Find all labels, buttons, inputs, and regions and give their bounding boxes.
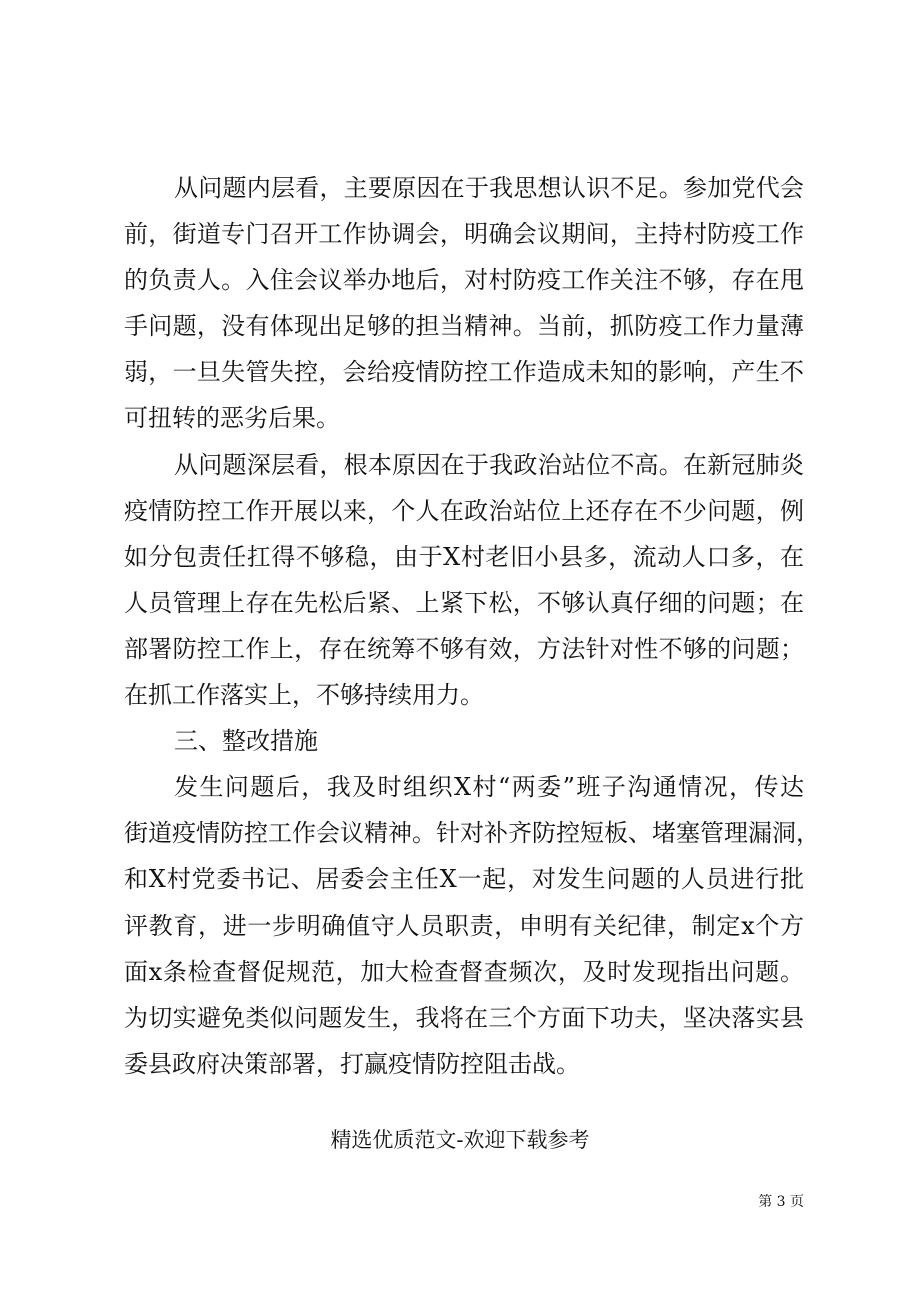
text-line: 为切实避免类似问题发生，我将在三个方面下功夫，坚决落实县 bbox=[124, 1003, 804, 1032]
document-body bbox=[124, 165, 820, 1087]
text-line: 前，街道专门召开工作协调会，明确会议期间，主持村防疫工作 bbox=[124, 220, 804, 249]
section-heading: 三、整改措施 bbox=[174, 727, 318, 756]
text-line: 部署防控工作上，存在统筹不够有效，方法针对性不够的问题； bbox=[124, 634, 804, 663]
text-line: 委县政府决策部署，打赢疫情防控阻击战。 bbox=[124, 1049, 580, 1078]
text-line: 评教育，进一步明确值守人员职责，申明有关纪律，制定x个方 bbox=[124, 911, 804, 940]
page-number: 第 3 页 bbox=[758, 1194, 804, 1210]
text-line: 手问题，没有体现出足够的担当精神。当前，抓防疫工作力量薄 bbox=[124, 312, 804, 341]
text-line: 从问题内层看，主要原因在于我思想认识不足。参加党代会 bbox=[174, 174, 804, 202]
text-line: 弱，一旦失管失控，会给疫情防控工作造成未知的影响，产生不 bbox=[124, 358, 804, 387]
text-line: 街道疫情防控工作会议精神。针对补齐防控短板、堵塞管理漏洞， bbox=[124, 819, 820, 848]
text-line: 疫情防控工作开展以来，个人在政治站位上还存在不少问题，例 bbox=[124, 496, 804, 525]
text-line: 面x条检查督促规范，加大检查督查频次，及时发现指出问题。 bbox=[124, 957, 804, 986]
text-line: 发生问题后，我及时组织X村“两委”班子沟通情况，传达 bbox=[174, 773, 804, 802]
text-line: 在抓工作落实上，不够持续用力。 bbox=[124, 681, 484, 710]
text-line: 和X村党委书记、居委会主任X一起，对发生问题的人员进行批 bbox=[124, 865, 804, 894]
text-line: 可扭转的恶劣后果。 bbox=[124, 404, 340, 433]
text-line: 从问题深层看，根本原因在于我政治站位不高。在新冠肺炎 bbox=[174, 450, 804, 479]
text-line: 人员管理上存在先松后紧、上紧下松，不够认真仔细的问题；在 bbox=[124, 588, 804, 617]
text-line: 的负责人。入住会议举办地后，对村防疫工作关注不够，存在甩 bbox=[124, 266, 804, 295]
footer-tagline: 精选优质范文-欢迎下载参考 bbox=[330, 1128, 590, 1152]
text-line: 如分包责任扛得不够稳，由于X村老旧小县多，流动人口多，在 bbox=[124, 542, 804, 571]
